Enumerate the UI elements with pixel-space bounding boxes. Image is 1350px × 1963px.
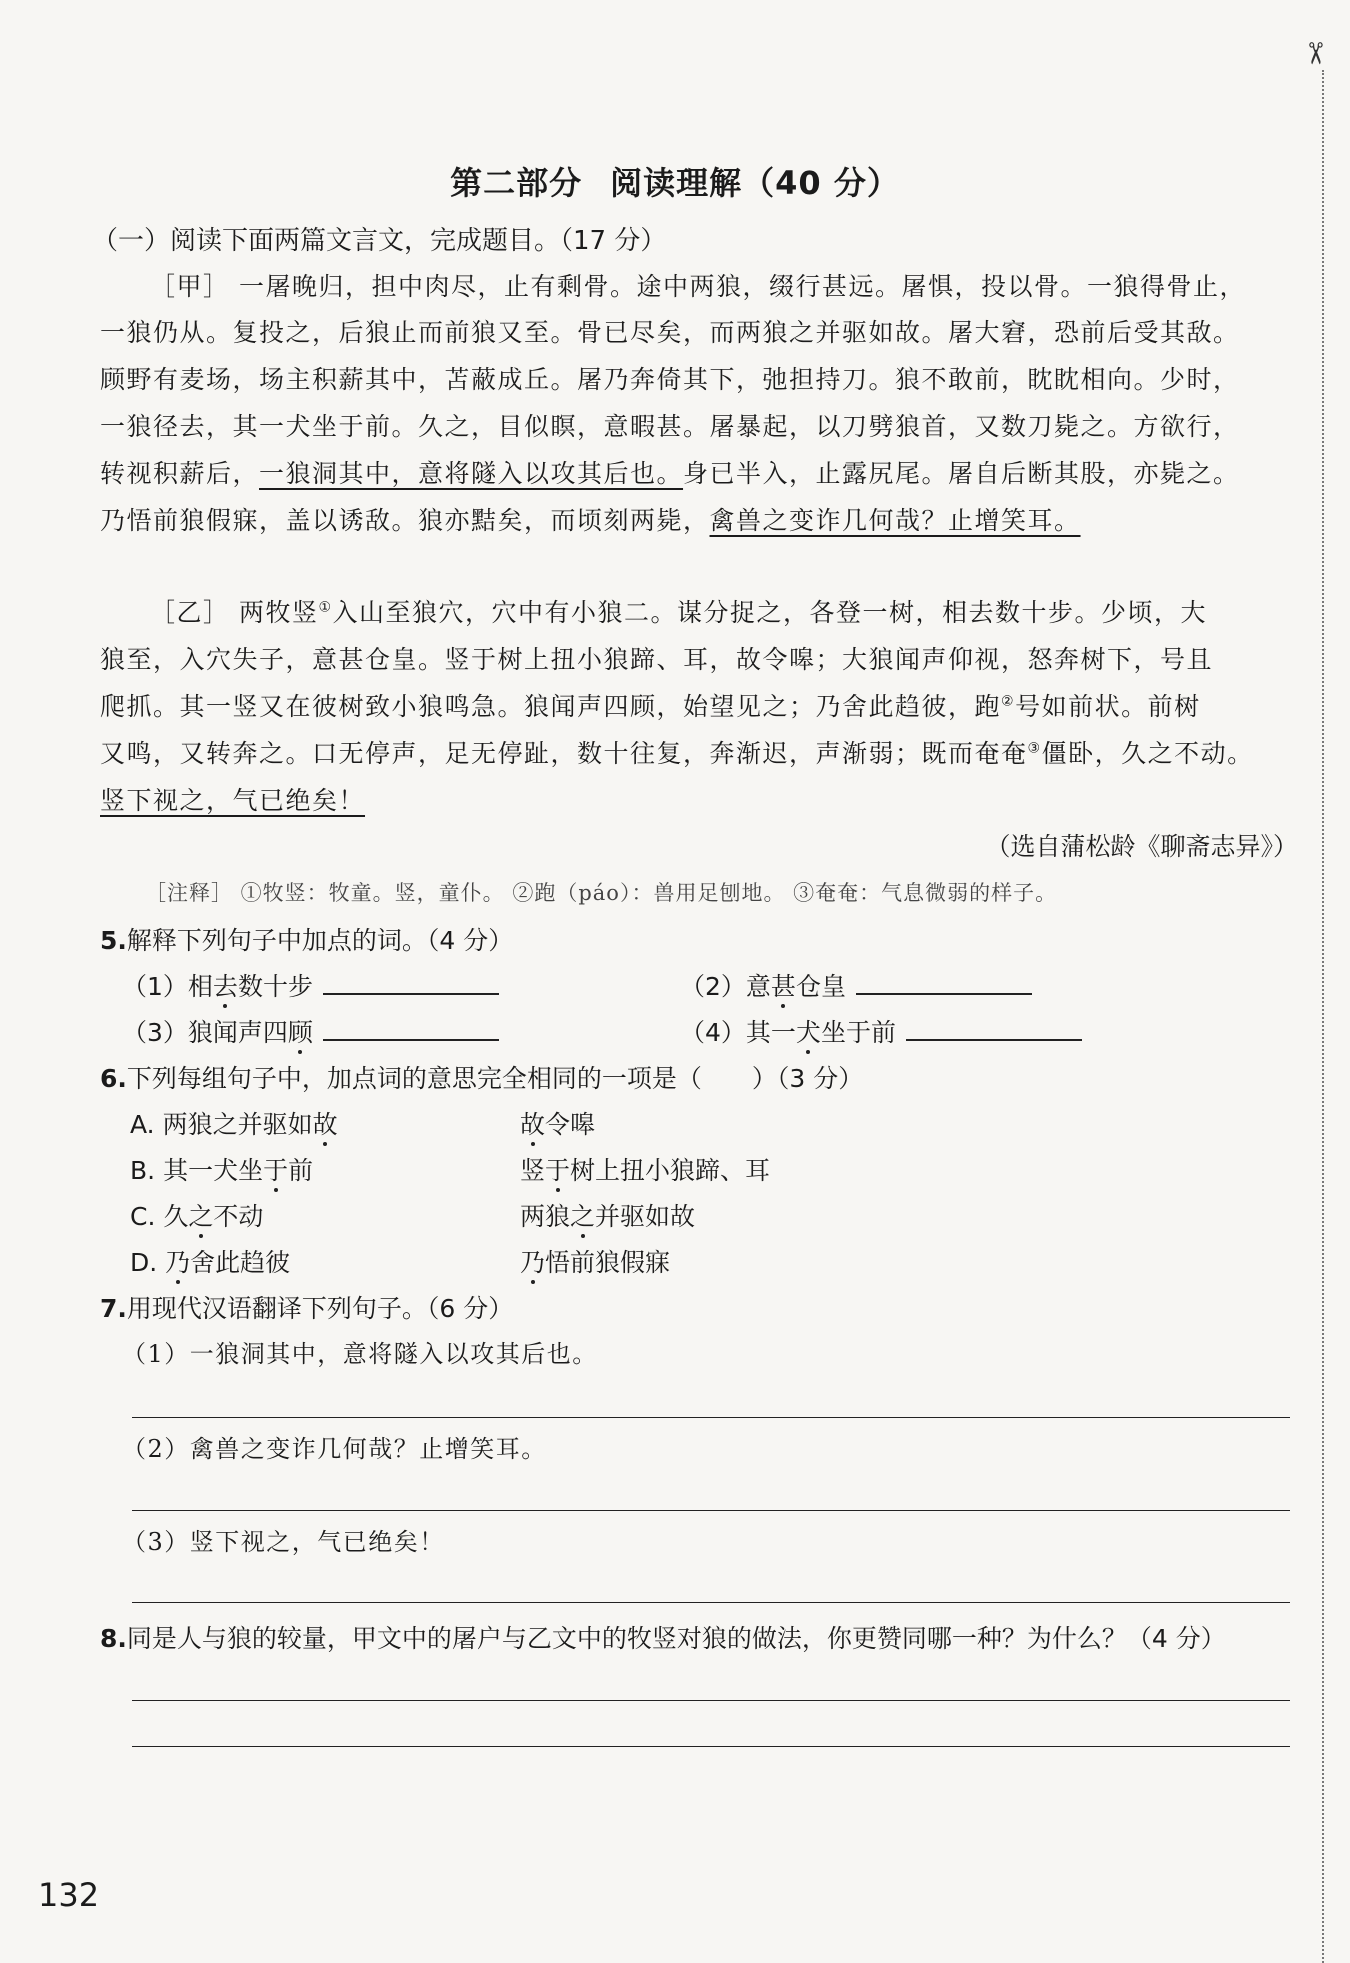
q6-option-a[interactable]: A. 两狼之并驱如故 <box>130 1110 338 1139</box>
q6-option-b-pair: 竖于树上扭小狼蹄、耳 <box>520 1156 771 1185</box>
answer-blank[interactable] <box>856 992 1032 995</box>
cut-line <box>1322 70 1324 1963</box>
passage-jia-line: ［甲］ 一屠晚归，担中肉尽，止有剩骨。途中两狼，缀行甚远。屠惧，投以骨。一狼得骨止， <box>150 272 1246 301</box>
passage-yi-line: 狼至，入穴失子，意甚仓皇。竖于树上扭小狼蹄、耳，故令嗥；大狼闻声仰视，怒奔树下，号且 <box>100 645 1214 674</box>
q7-item: （2）禽兽之变诈几何哉？止增笑耳。 <box>122 1435 547 1463</box>
answer-blank[interactable] <box>906 1038 1082 1041</box>
underlined-sentence: 竖下视之，气已绝矣！ <box>100 786 366 815</box>
annotation-notes: ［注释］ ①牧竖：牧童。竖，童仆。 ②跑（páo）：兽用足刨地。 ③奄奄：气息微弱的样子。 <box>145 881 1058 905</box>
passage-yi-line <box>100 786 365 816</box>
answer-line[interactable] <box>132 1510 1290 1511</box>
footnote-marker: ③ <box>1027 740 1042 757</box>
question-8: 8.同是人与狼的较量，甲文中的屠户与乙文中的牧竖对狼的做法，你更赞同哪一种？为什么？（4 分） <box>100 1624 1226 1653</box>
page-number: 132 <box>38 1876 100 1914</box>
passage-jia-line: 一狼仍从。复投之，后狼止而前狼又至。骨已尽矣，而两狼之并驱如故。屠大窘，恐前后受其敌。 <box>100 318 1240 347</box>
q5-item: （4）其一犬坐于前 <box>680 1018 1082 1048</box>
answer-line[interactable] <box>132 1602 1290 1603</box>
question-7: 7.用现代汉语翻译下列句子。（6 分） <box>100 1294 514 1323</box>
footnote-marker: ① <box>318 599 333 616</box>
passage-jia-line: 一狼径去，其一犬坐于前。久之，目似瞑，意暇甚。屠暴起，以刀劈狼首，又数刀毙之。方欲行， <box>100 412 1240 441</box>
footnote-marker: ② <box>1001 693 1016 710</box>
section-heading: （一）阅读下面两篇文言文，完成题目。（17 分） <box>92 226 667 256</box>
passage-jia-line: 转视积薪后，一狼洞其中，意将隧入以攻其后也。身已半入，止露尻尾。屠自后断其股，亦毙之。 <box>100 459 1240 488</box>
q6-option-a-pair: 故令嗥 <box>520 1110 596 1139</box>
passage-jia-line: 乃悟前狼假寐，盖以诱敌。狼亦黠矣，而顷刻两毙，禽兽之变诈几何哉？止增笑耳。 <box>100 506 1081 535</box>
passage-yi-line: 爬抓。其一竖又在彼树致小狼鸣急。狼闻声四顾，始望见之；乃舍此趋彼，跑②号如前状。前树 <box>100 692 1201 721</box>
answer-line[interactable] <box>132 1417 1290 1418</box>
passage-yi-line: ［乙］ 两牧竖①入山至狼穴，穴中有小狼二。谋分捉之，各登一树，相去数十步。少顷，大 <box>150 598 1208 627</box>
q5-item: （2）意甚仓皇 <box>680 972 1032 1002</box>
underlined-sentence: 一狼洞其中，意将隧入以攻其后也。 <box>259 459 684 488</box>
q7-item: （3）竖下视之，气已绝矣！ <box>122 1528 445 1556</box>
passage-yi-line: 又鸣，又转奔之。口无停声，足无停趾，数十往复，奔渐迟，声渐弱；既而奄奄③僵卧，久之不动。 <box>100 739 1254 768</box>
answer-blank[interactable] <box>323 992 499 995</box>
question-6: 6.下列每组句子中，加点词的意思完全相同的一项是（ ）（3 分） <box>100 1064 864 1093</box>
q5-item: （3）狼闻声四顾 <box>122 1018 499 1048</box>
answer-line[interactable] <box>132 1746 1290 1747</box>
answer-blank[interactable] <box>323 1038 499 1041</box>
title-part: 第二部分 <box>450 164 583 202</box>
q5-item: （1）相去数十步 <box>122 972 499 1002</box>
q6-option-b[interactable]: B. 其一犬坐于前 <box>130 1156 314 1185</box>
answer-line[interactable] <box>132 1700 1290 1701</box>
page-title <box>0 158 1350 204</box>
q6-option-d-pair: 乃悟前狼假寐 <box>520 1248 671 1277</box>
q6-option-d[interactable]: D. 乃舍此趋彼 <box>130 1248 291 1277</box>
passage-jia-line: 顾野有麦场，场主积薪其中，苫蔽成丘。屠乃奔倚其下，弛担持刀。狼不敢前，眈眈相向。少时， <box>100 365 1240 394</box>
scissors-icon: ✂ <box>1297 40 1333 67</box>
q7-item: （1）一狼洞其中，意将隧入以攻其后也。 <box>122 1340 598 1368</box>
q6-option-c[interactable]: C. 久之不动 <box>130 1202 264 1231</box>
q6-option-c-pair: 两狼之并驱如故 <box>520 1202 696 1231</box>
source-citation: （选自蒲松龄《聊斋志异》） <box>985 832 1298 861</box>
title-subject: 阅读理解（40 分） <box>610 164 900 202</box>
underlined-sentence: 禽兽之变诈几何哉？止增笑耳。 <box>709 506 1081 535</box>
question-5: 5.解释下列句子中加点的词。（4 分） <box>100 926 514 955</box>
